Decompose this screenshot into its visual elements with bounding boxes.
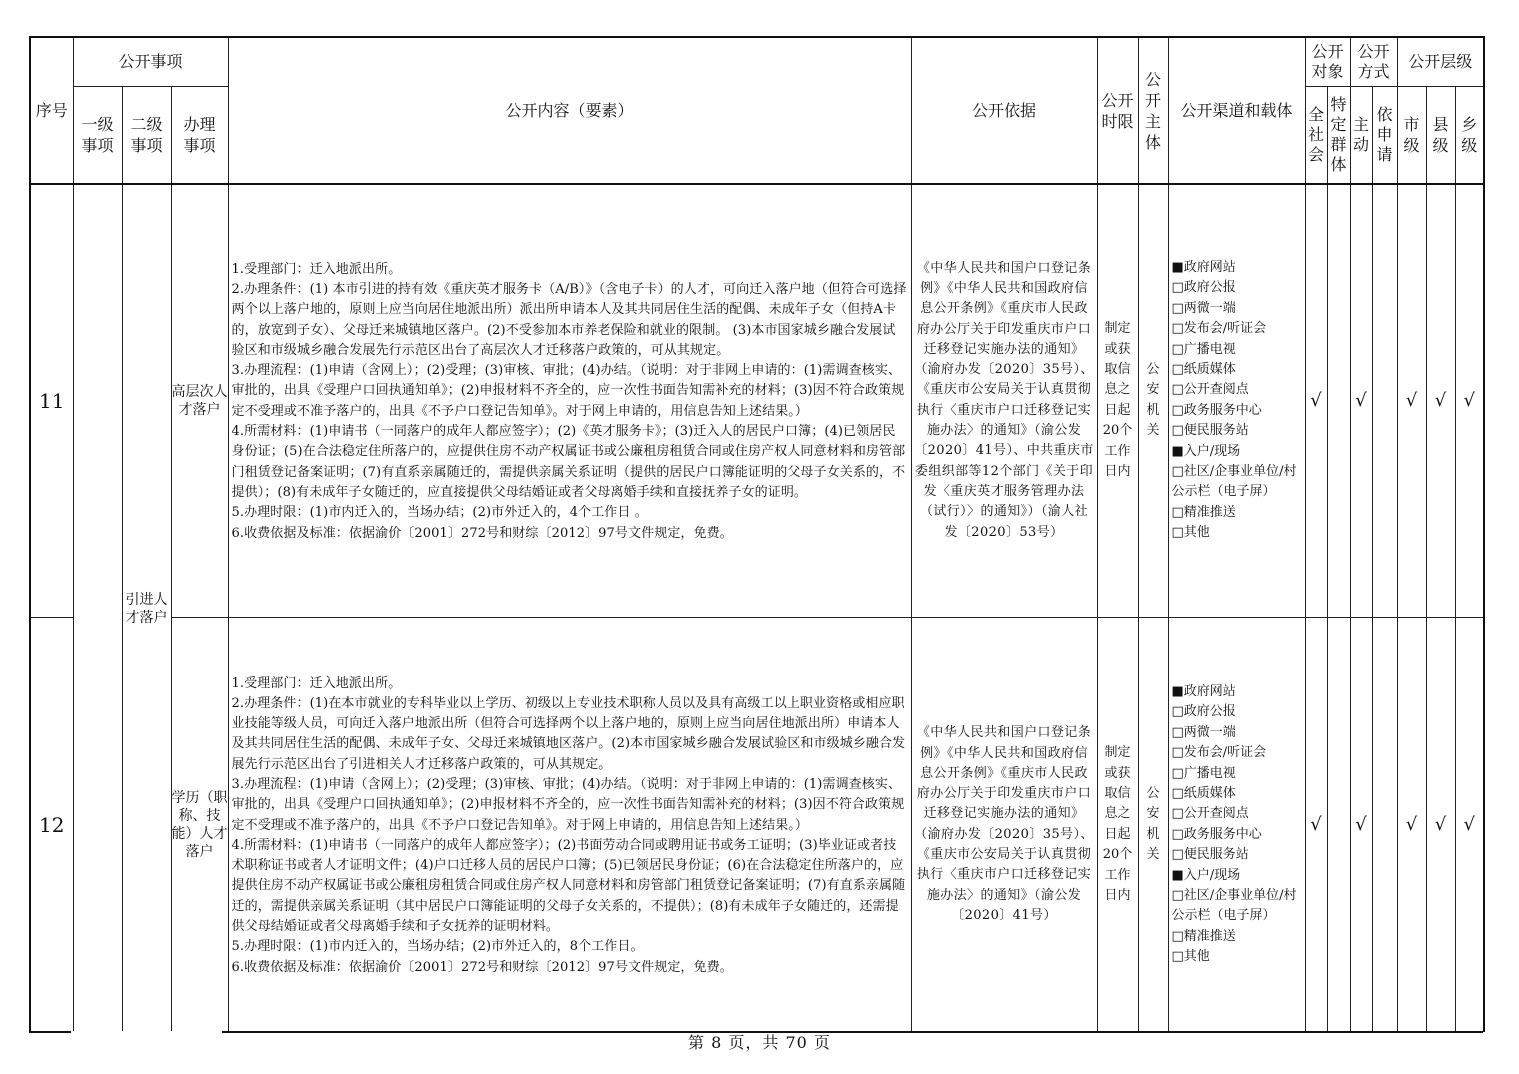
row-11-target-specific [1327,184,1350,617]
row-12-level-city: √ [1397,617,1426,1032]
header-seq: 序号 [30,37,73,184]
row-12-channel-3: □两微一端 [1171,724,1236,740]
row-11-level-city: √ [1397,184,1426,617]
row-11-target-all: √ [1305,184,1327,617]
row-11-content-line-2: 2.办理条件：(1) 本市引进的持有效《重庆英才服务卡（A/B）》（含电子卡）的人才，可向迁入落户地（但符合可选择两个以上落户地的，原则上应当向居住地派出所）派出所申请本人及其共同居住生活的配偶、未成年子女（但持A卡的，放宽到子女）、父母迁来城镇地区落户。(2)不受参加本市养老保险和就业的限制。 (3)本市国家城乡融合发展试验区和市级城乡融合发展先行示范区出台了高层次人才迁移落户政策的，可从其规定。 [231,281,907,358]
header-level-town: 乡级 [1455,86,1484,184]
row-12-method-request [1372,617,1397,1032]
row-11-channel-10: ■入户/现场 [1171,443,1241,459]
header-level-county: 县级 [1426,86,1455,184]
header-time-limit: 公开时限 [1097,37,1138,184]
row-12-channel-2: □政府公报 [1171,704,1236,720]
row-12-content-line-1: 1.受理部门：迁入地派出所。 [231,675,402,691]
row-11-channel-11: □社区/企事业单位/村公示栏（电子屏） [1171,463,1297,500]
row-11-channel-9: □便民服务站 [1171,423,1249,439]
row-11-content-line-5: 5.办理时限：(1)市内迁入的，当场办结；(2)市外迁入的，4个工作日 。 [231,505,648,521]
row-12-channel-13: □其他 [1171,949,1210,965]
header-basis: 公开依据 [911,37,1097,184]
row-11-seq: 11 [30,184,73,617]
row-11-content-line-4: 4.所需材料：(1)申请书（一同落户的成年人都应签字）；(2)《英才服务卡》；(3)迁入人的居民户口簿；(4)已领居民身份证；(5)在合法稳定住所落户的，应提供住房不动产权属证书或公廉租房租赁合同或住房产权人同意材料和房管部门租赁登记备案证明；(7)有直系亲属随迁的，需提供亲属关系证明（提供的居民户口簿能证明的父母子女关系的，不提供）；(8)有未成年子女随迁的，应直接提供父母结婚证或者父母离婚手续和直接抚养子女的证明。 [231,424,906,500]
header-public-items: 公开事项 [73,37,228,86]
row-12-channel-11: □社区/企事业单位/村公示栏（电子屏） [1171,887,1297,924]
row-12-target-all: √ [1305,617,1327,1032]
header-level: 公开层级 [1397,37,1484,86]
row-11-basis: 《中华人民共和国户口登记条例》《中华人民共和国政府信息公开条例》《重庆市人民政府办公厅关于印发重庆市户口迁移登记实施办法的通知》（渝府办发〔2020〕35号）、《重庆市公安局关于认真贯彻执行〈重庆市户口迁移登记实施办法〉的通知》（渝公发〔2020〕41号）、中共重庆市委组织部等12个部门《关于印发〈重庆英才服务管理办法（试行）〉的通知》）（渝人社发〔2020〕53号） [911,184,1097,617]
row-12-subject: 公安机关 [1138,617,1168,1032]
header-content: 公开内容（要素） [228,37,911,184]
row-12-target-specific [1327,617,1350,1032]
row-11-channels [1168,184,1305,617]
row-11-channel-13: □其他 [1171,525,1210,541]
row-12-channels [1168,617,1305,1032]
row-12-channel-4: □发布会/听证会 [1171,745,1267,761]
row-12-content-line-4: 4.所需材料：(1)申请书（一同落户的成年人都应签字）；(2)书面劳动合同或聘用证书或务工证明；(3)毕业证或者技术职称证书或者人才证明文件；(4)户口迁移人员的居民户口簿；(5)已领居民身份证；(6)在合法稳定住所落户的，应提供住房不动产权属证书或公廉租房租赁合同或住房产权人同意材料和房管部门租赁登记备案证明；(7)有直系亲属随迁的，需提供亲属关系证明（其中居民户口簿能证明的父母子女关系的，不提供）；(8)有未成年子女随迁的，还需提供父母结婚证或者父母离婚手续和子女抚养的证明材料。 [231,837,906,935]
header-target-all: 全社会 [1305,86,1327,184]
disclosure-table [29,36,1485,1033]
row-12-channel-6: □纸质媒体 [1171,785,1236,801]
row-11-channel-6: □纸质媒体 [1171,361,1236,377]
row-11-level-town: √ [1455,184,1484,617]
row-11-channel-3: □两微一端 [1171,300,1236,316]
row-12-channel-1: ■政府网站 [1171,683,1236,699]
header-level2: 二级事项 [122,86,171,184]
row-11-method-request [1372,184,1397,617]
row-11-channel-12: □精准推送 [1171,504,1236,520]
row-11-channel-2: □政府公报 [1171,280,1236,296]
row-12-seq: 12 [30,617,73,1032]
row-11-method-active: √ [1350,184,1372,617]
header-subject: 公开主体 [1138,37,1168,184]
row-11-handling: 高层次人才落户 [171,184,228,617]
row-12-content [228,617,911,1032]
row-12-channel-9: □便民服务站 [1171,847,1249,863]
row-11-content-line-3: 3.办理流程：(1)申请（含网上）；(2)受理；(3)审核、审批；(4)办结。（说明：对于非网上申请的：(1)需调查核实、审批的，出具《受理户口回执通知单》；(2)申报材料不齐全的，应一次性书面告知需补充的材料；(3)因不符合政策规定不受理或不准予落户的，出具《不予户口登记告知单》。对于网上申请的，用信息告知上述结果。） [231,363,905,419]
row-11-time-limit: 制定或获取信息之日起20个工作日内 [1097,184,1138,617]
row-12-channel-8: □政务服务中心 [1171,826,1262,842]
row-12-content-line-6: 6.收费依据及标准：依据渝价〔2001〕272号和财综〔2012〕97号文件规定，免费。 [231,959,733,975]
page-footer: 第 8 页，共 70 页 [688,1033,831,1052]
row-11-level-county: √ [1426,184,1455,617]
row-12-channel-5: □广播电视 [1171,765,1236,781]
header-level-city: 市级 [1397,86,1426,184]
row-11-content [228,184,911,617]
row-12-method-active: √ [1350,617,1372,1032]
row-11-channel-7: □公开查阅点 [1171,382,1249,398]
row-12-basis: 《中华人民共和国户口登记条例》《中华人民共和国政府信息公开条例》《重庆市人民政府办公厅关于印发重庆市户口迁移登记实施办法的通知》（渝府办发〔2020〕35号）、《重庆市公安局关于认真贯彻执行〈重庆市户口迁移登记实施办法〉的通知》（渝公发〔2020〕41号） [911,617,1097,1032]
header-level1: 一级事项 [73,86,122,184]
header-method-request: 依申请 [1372,86,1397,184]
row-11-content-line-6: 6.收费依据及标准：依据渝价〔2001〕272号和财综〔2012〕97号文件规定，免费。 [231,525,733,541]
header-target: 公开对象 [1305,37,1350,86]
row-12-content-line-5: 5.办理时限：(1)市内迁入的，当场办结；(2)市外迁入的，8个工作日。 [231,939,644,955]
row-12-time-limit: 制定或获取信息之日起20个工作日内 [1097,617,1138,1032]
row-11-channel-5: □广播电视 [1171,341,1236,357]
level1-cell [73,184,122,1032]
header-method-active: 主动 [1350,86,1372,184]
header-method: 公开方式 [1350,37,1397,86]
row-12-content-line-2: 2.办理条件：(1)在本市就业的专科毕业以上学历、初级以上专业技术职称人员以及具有高级工以上职业资格或相应职业技能等级人员，可向迁入落户地派出所（但符合可选择两个以上落户地的，原则上应当向居住地派出所）申请本人及其共同居住生活的配偶、未成年子女、父母迁来城镇地区落户。(2)本市国家城乡融合发展试验区和市级城乡融合发展先行示范区出台了引进相关人才迁移落户政策的，可从其规定。 [231,695,906,772]
row-12-level-town: √ [1455,617,1484,1032]
row-12-content-line-3: 3.办理流程：(1)申请（含网上）；(2)受理；(3)审核、审批；(4)办结。（说明：对于非网上申请的：(1)需调查核实、审批的，出具《受理户口回执通知单》；(2)申报材料不齐全的，应一次性书面告知需补充的材料；(3)因不符合政策规定不受理或不准予落户的，出具《不予户口登记告知单》。对于网上申请的，用信息告知上述结果。） [231,777,905,833]
header-target-specific: 特定群体 [1327,86,1350,184]
row-11-channel-1: ■政府网站 [1171,259,1236,275]
row-11-channel-8: □政务服务中心 [1171,402,1262,418]
row-11-content-line-1: 1.受理部门：迁入地派出所。 [231,261,402,277]
row-11-channel-4: □发布会/听证会 [1171,321,1267,337]
row-12-channel-10: ■入户/现场 [1171,867,1241,883]
row-11-subject: 公安机关 [1138,184,1168,617]
row-12-handling: 学历（职称、技能）人才落户 [171,617,228,1032]
row-12-level-county: √ [1426,617,1455,1032]
row-12-channel-7: □公开查阅点 [1171,806,1249,822]
row-12-channel-12: □精准推送 [1171,928,1236,944]
header-channels: 公开渠道和载体 [1168,37,1305,184]
header-handling: 办理事项 [171,86,228,184]
level2-cell: 引进人才落户 [122,184,171,1032]
